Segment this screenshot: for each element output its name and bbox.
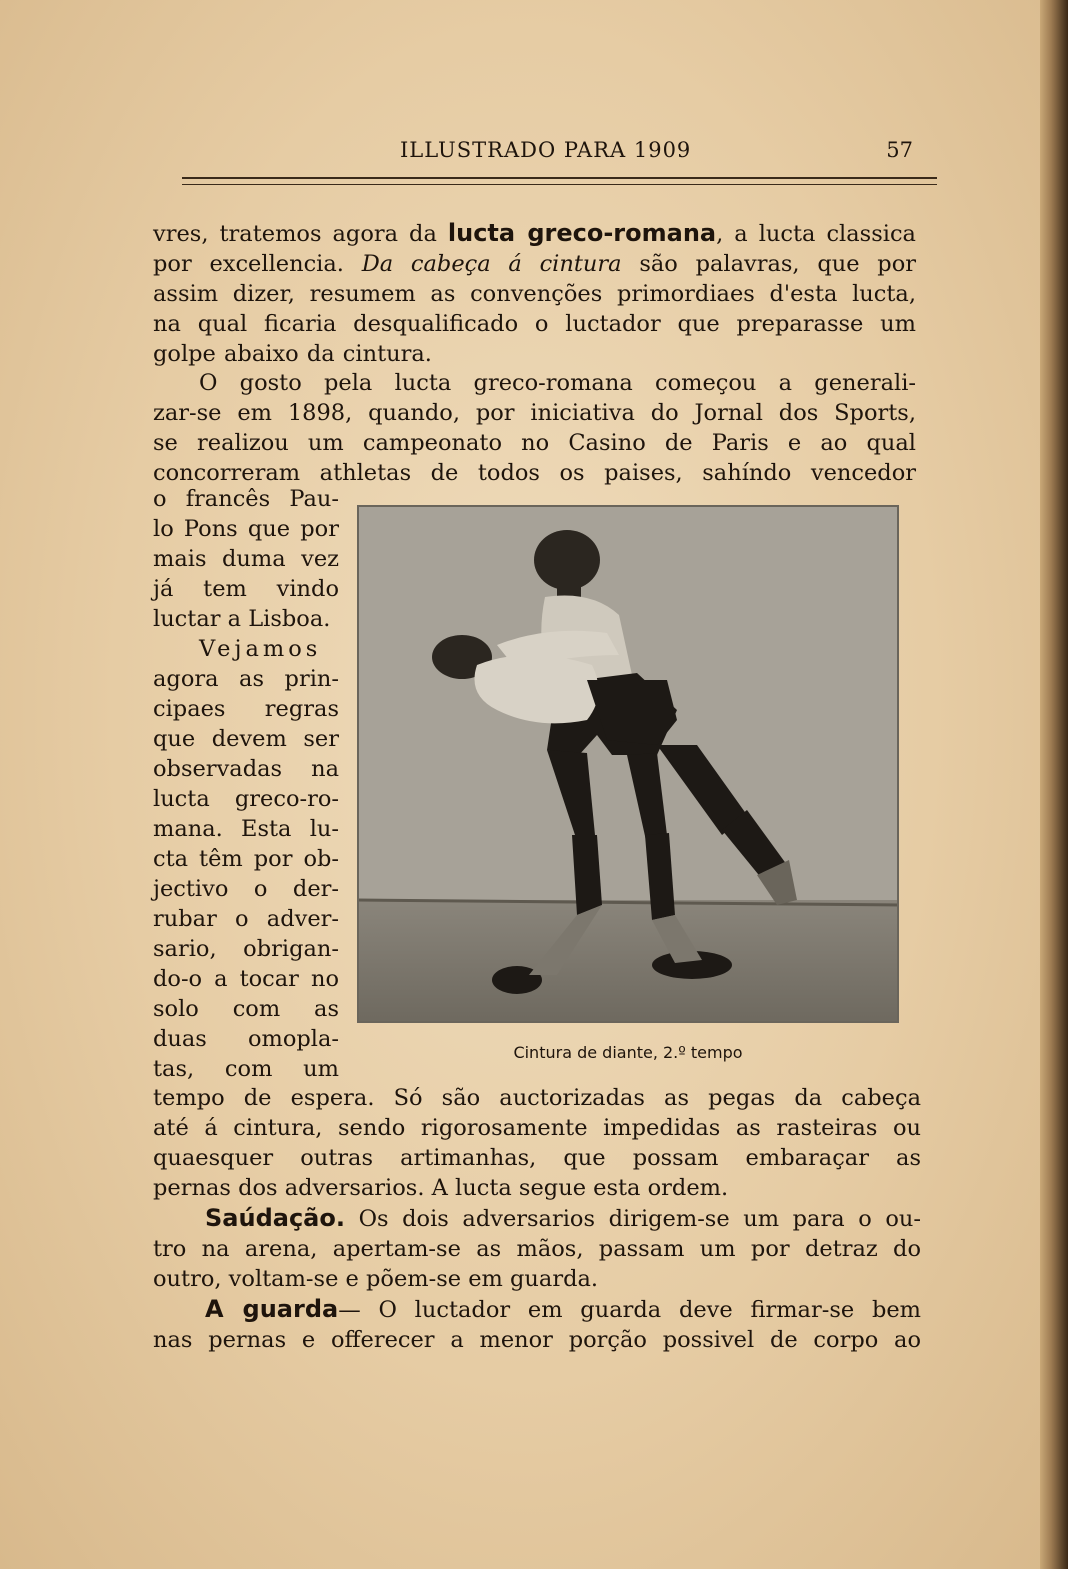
guarda-line: A guarda— O luctador em guarda deve firmar-se bem <box>205 1295 921 1323</box>
book-edge <box>1040 0 1068 1569</box>
text-line: quaesquer outras artimanhas, que possam embaraçar as <box>153 1145 921 1171</box>
text-line: sario, obrigan- <box>153 936 339 962</box>
text-line: outro, voltam-se e põem-se em guarda. <box>153 1266 599 1292</box>
photo-caption: Cintura de diante, 2.º tempo <box>513 1043 743 1062</box>
text-line: já tem vindo <box>153 576 339 602</box>
running-header <box>155 138 913 168</box>
page-number: 57 <box>886 138 913 162</box>
top-paragraph <box>153 218 916 369</box>
text-line: O gosto pela lucta greco-romana começou a generali- <box>199 370 916 396</box>
saudacao-heading: Saúdação. <box>205 1204 345 1232</box>
text-line: golpe abaixo da cintura. <box>153 341 432 367</box>
text-line: solo com as <box>153 996 339 1022</box>
text-line: por excellencia. Da cabeça á cintura são palavras, que por <box>153 251 916 277</box>
text-line: na qual ficaria desqualificado o luctador que preparasse um <box>153 311 916 337</box>
text-line: nas pernas e offerecer a menor porção possivel de corpo ao <box>153 1327 921 1353</box>
bottom-text <box>153 1083 921 1355</box>
text-line: observadas na <box>153 756 339 782</box>
text-line: mais duma vez <box>153 546 339 572</box>
text-line: luctar a Lisboa. <box>153 606 331 632</box>
narrow-column <box>153 484 339 1084</box>
text-line: cipaes regras <box>153 696 339 722</box>
text-line: cta têm por ob- <box>153 846 339 872</box>
text-line: tas, com um <box>153 1056 339 1082</box>
text-line: concorreram athletas de todos os paises, sahíndo vencedor <box>153 460 916 486</box>
text-line: do-o a tocar no <box>153 966 339 992</box>
text-line: até á cintura, sendo rigorosamente impedidas as rasteiras ou <box>153 1115 921 1141</box>
header-rule <box>182 177 937 185</box>
text-line: vres, tratemos agora da lucta greco-romana, a lucta classica <box>153 219 916 247</box>
wrestling-photo <box>357 505 899 1023</box>
second-paragraph <box>153 368 916 488</box>
text-line: tempo de espera. Só são auctorizadas as pegas da cabeça <box>153 1085 921 1111</box>
text-line: assim dizer, resumem as convenções primordiaes d'esta lucta, <box>153 281 916 307</box>
bold-term: lucta greco-romana <box>447 219 717 247</box>
text-line: rubar o adver- <box>153 906 339 932</box>
text-line: duas omopla- <box>153 1026 339 1052</box>
wrestlers-illustration <box>357 505 899 1023</box>
text-line: que devem ser <box>153 726 339 752</box>
text-line: tro na arena, apertam-se as mãos, passam um por detraz do <box>153 1236 921 1262</box>
guarda-heading: A guarda <box>205 1295 339 1323</box>
text-line: jectivo o der- <box>153 876 339 902</box>
text-line: mana. Esta lu- <box>153 816 339 842</box>
text-line: o francês Pau- <box>153 486 339 512</box>
text-line: pernas dos adversarios. A lucta segue esta ordem. <box>153 1175 729 1201</box>
italic-phrase: Da cabeça á cintura <box>361 251 622 277</box>
text-line: lo Pons que por <box>153 516 339 542</box>
text-line: agora as prin- <box>153 666 339 692</box>
text-line: Vejamos <box>199 636 322 662</box>
running-title: ILLUSTRADO PARA 1909 <box>400 138 692 162</box>
saudacao-line: Saúdação. Os dois adversarios dirigem-se um para o ou- <box>205 1204 921 1232</box>
text-line: lucta greco-ro- <box>153 786 339 812</box>
text-line: zar-se em 1898, quando, por iniciativa do Jornal dos Sports, <box>153 400 916 426</box>
text-line: se realizou um campeonato no Casino de Paris e ao qual <box>153 430 916 456</box>
